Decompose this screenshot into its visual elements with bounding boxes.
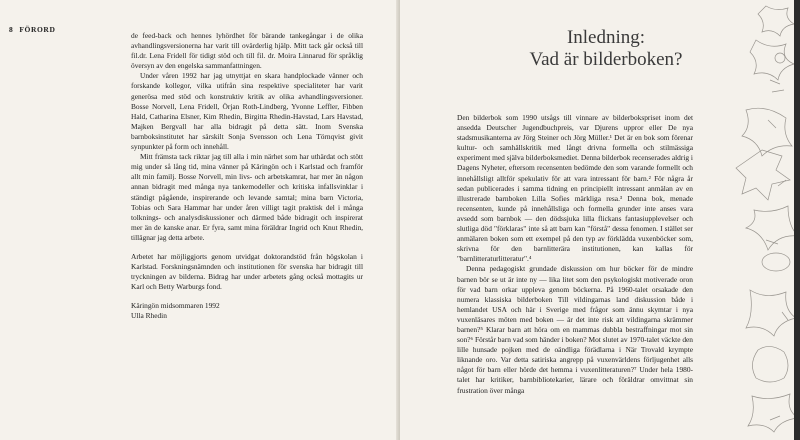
left-text-column (131, 31, 363, 322)
page-edge-shadow (794, 0, 800, 440)
paragraph: Mitt främsta tack riktar jag till alla i min närhet som har uthärdat och stött mig under så lång tid, mina vänner på Käringön och i Karlstad och framför allt min familj. Bosse Norvell, min livs- och arbetskamrat, har mer än någon annan bidragit med många nya tankemodeller och kritiska infallsvinklar i ständigt pågående, inspirerande och levande samtal; mina barn Victoria, Tobias och Sara Hammar har under åren villigt tagit praktisk del i många tolknings- och analysdiskussioner och därmed både bidragit och inspirerat mer än de kanske anar. Er fyra, samt mina föräldrar Ingrid och Knut Rhedin, tillägnar jag detta arbete. (131, 152, 363, 242)
paragraph: de feed-back och hennes lyhördhet för bärande tankegångar i de olika avhandlingsversionerna har varit till ovärderlig hjälp. Mitt tack går också till fil.dr. Lena Fridell för tidigt stöd och till fil. dr. Moira Linnarud för språklig översyn av den engelska sammanfattningen. (131, 31, 363, 71)
left-page (0, 0, 398, 440)
running-head (9, 25, 55, 34)
paragraph: Arbetet har möjliggjorts genom utvidgat doktorandstöd från högskolan i Karlstad. Forskningsnämnden och institutionen för svenska har bidragit till tryckningen av bilderna. Bidrag har under arbetets gång också mottagits ur Karl och Betty Warburgs fond. (131, 251, 363, 292)
paragraph: Under våren 1992 har jag utnyttjat en skara handplockade vänner och forskande kollegor, vilka utifrån sina respektive specialiteter har varit generösa med stöd och konstruktiv kritik av olika avhandlingsversioner. Bosse Norvell, Lena Fridell, Örjan Roth-Lindberg, Yvonne Leffler, Fibben Hald, Catharina Elsner, Kim Rhedin, Birgitta Rhedin-Havstad, Lars Havstad, Majken Bergvall har alla bidragit på detta sätt. Inom Svenska barnboksinstitutet har särskilt Sonja Svensson och Lena Törnqvist givit synpunkter på form och innehåll. (131, 71, 363, 152)
chapter-title (486, 27, 726, 71)
signature-date: Käringön midsommaren 1992 (131, 301, 220, 311)
right-page (400, 0, 800, 440)
paragraph: Denna pedagogiskt grundade diskussion om hur böcker för de mindre barnen bör se ut är inte ny — lika litet som den psykologiskt motiverade oron för vad barn orkar uppleva genom böckerna. På 1960-talet orsakade den numera klassiska bilderboken Till vildingarnas land diskussion både i hemlandet USA och här i Sverige med frågor som ännu skymtar i nya vuxenläsares möten med boken — är det inte risk att vildingarna skrämmer barnen?⁵ Klarar barn att höra om en mammas dubbla bestraffningar mot sin son?⁶ Förstår barn vad som händer i boken? Mot slutet av 1970-talet väckte den lille hunsade pojken med de oändliga förädlarna i När Trovald krympte liknande oro. Var detta satiriska angrepp på vuxenvärldens förljugenhet alls något för barn eller hörde det hemma i vuxenlitteraturen?⁷ Under hela 1980-talet har kritiker, barnbibliotekarier, lärare och föräldrar omvittnat sin frustration över många (457, 264, 693, 395)
page-number: 8 (9, 25, 14, 34)
paragraph: Den bilderbok som 1990 utsågs till vinnare av bilderbokspriset inom det ansedda Deutscher Jugendbuchpreis, var Djurens uppror eller De nya stadsmusikanterna av Jörg Steiner och Jörg Müller.¹ Det är en bok som förenar kultur- och samhällskritik med långt drivna formella och stilmässiga experiment med själva bilderboksmediet. Denna bilderbok recenserades aldrig i Dagens Nyheter, eftersom recensenten bedömde den som varande formellt och innehållsligt alltför spekulativ för att vara intressant för barn.² För några år sedan publicerades i samma tidning en principiellt intressant anmälan av en illustrerade barnboken Lilla Sofies märkliga resa.³ Denna bok, menade recensenten, kunde på innehållsliga och formella grunder inte anses vara avsedd som barnbok — den dödssjuka lilla flickans fantasiupplevelser och slutliga död "förklaras" inte så att barn kan "förstå" dessa fenomen. I stället ser anmälaren boken som ett exempel på den typ av förklädda vuxenböcker som, skrivna för den barnlitterära institutionen, kan kallas för "barnlitteraturlitteratur".⁴ (457, 113, 693, 264)
right-text-column (457, 113, 693, 396)
signature-name: Ulla Rhedin (131, 311, 167, 321)
chapter-title-line2: Vad är bilderboken? (529, 49, 683, 70)
margin-illustration (696, 0, 800, 440)
running-head-title: FÖRORD (19, 25, 56, 34)
chapter-title-line1: Inledning: (566, 27, 646, 48)
